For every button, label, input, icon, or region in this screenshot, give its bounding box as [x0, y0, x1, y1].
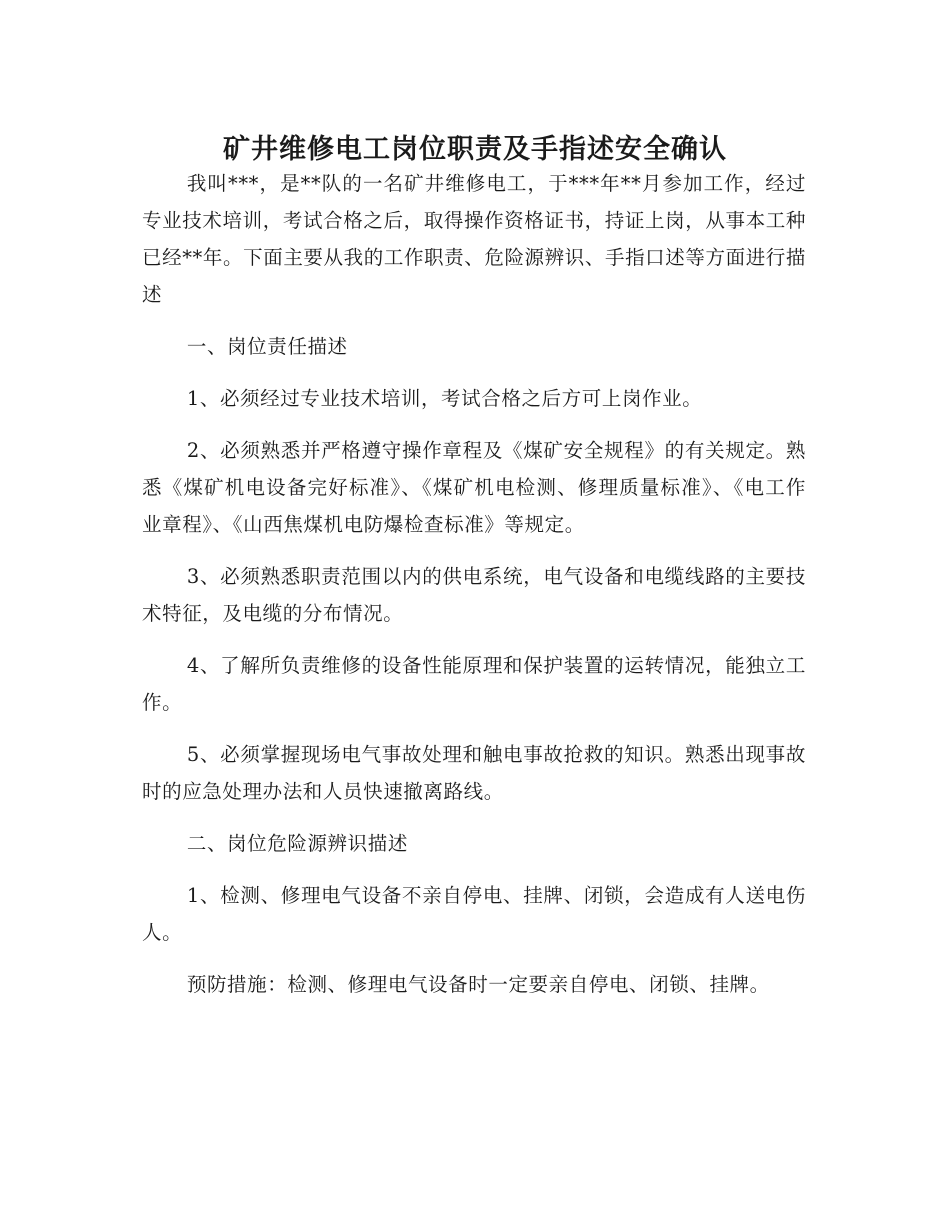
paragraph-responsibility-3: 3、必须熟悉职责范围以内的供电系统，电气设备和电缆线路的主要技术特征，及电缆的分布情况。	[142, 565, 806, 625]
paragraph-responsibility-1: 1、必须经过专业技术培训，考试合格之后方可上岗作业。	[186, 387, 703, 410]
section-heading-responsibilities: 一、岗位责任描述	[186, 335, 348, 358]
paragraph-responsibility-2: 2、必须熟悉并严格遵守操作章程及《煤矿安全规程》的有关规定。熟悉《煤矿机电设备完好标准》、《煤矿机电检测、修理质量标准》、《电工作业章程》、《山西焦煤机电防爆检查标准》等规定。	[142, 439, 806, 536]
paragraph-responsibility-5: 5、必须掌握现场电气事故处理和触电事故抢救的知识。熟悉出现事故时的应急处理办法和人员快速撤离路线。	[142, 743, 806, 803]
section-heading-hazards: 二、岗位危险源辨识描述	[186, 832, 408, 855]
document-title: 矿井维修电工岗位职责及手指述安全确认	[223, 134, 727, 166]
paragraph-prevention-1: 预防措施：检测、修理电气设备时一定要亲自停电、闭锁、挂牌。	[186, 973, 770, 996]
paragraph-intro: 我叫***，是**队的一名矿井维修电工，于***年**月参加工作，经过专业技术培训，考试合格之后，取得操作资格证书，持证上岗，从事本工种已经**年。下面主要从我的工作职责、危险源辨识、手指口述等方面进行描述	[142, 172, 806, 306]
paragraph-responsibility-4: 4、了解所负责维修的设备性能原理和保护装置的运转情况，能独立工作。	[142, 654, 806, 714]
document-body	[142, 165, 806, 1018]
paragraph-hazard-1: 1、检测、修理电气设备不亲自停电、挂牌、闭锁，会造成有人送电伤人。	[142, 884, 806, 944]
